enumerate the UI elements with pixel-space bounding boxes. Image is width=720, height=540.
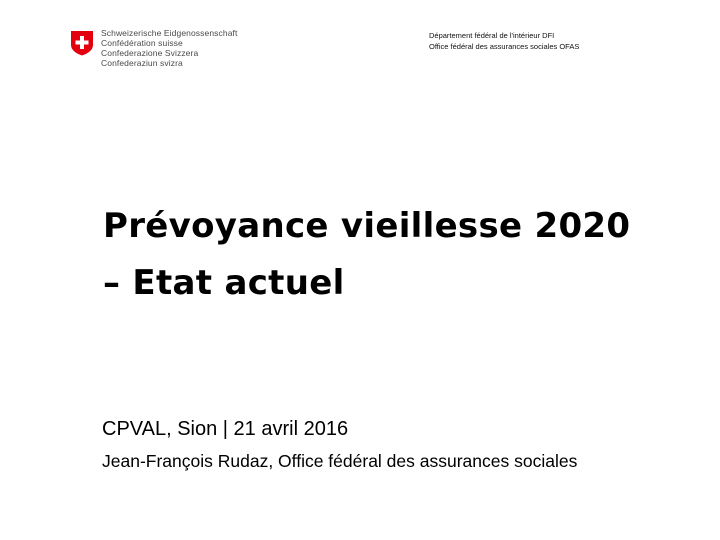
department-block [429, 30, 579, 52]
event-info: CPVAL, Sion | 21 avril 2016 [102, 418, 349, 440]
title-line-2: – Etat actuel [103, 263, 345, 303]
confederation-name-it: Confederazione Svizzera [101, 48, 199, 58]
confederation-names [101, 28, 237, 68]
confederation-name-rm: Confederaziun svizra [101, 58, 183, 68]
department-name: Département fédéral de l'intérieur DFI [429, 31, 555, 40]
speaker-info: Jean-François Rudaz, Office fédéral des assurances sociales [102, 451, 578, 471]
confederation-name-de: Schweizerische Eidgenossenschaft [101, 28, 238, 38]
swiss-cross-icon [70, 30, 94, 56]
office-name: Office fédéral des assurances sociales OFAS [429, 42, 580, 51]
title-line-1: Prévoyance vieillesse 2020 [103, 206, 631, 246]
slide-header [0, 0, 720, 80]
confederation-name-fr: Confédération suisse [101, 38, 183, 48]
slide-title [103, 198, 713, 312]
